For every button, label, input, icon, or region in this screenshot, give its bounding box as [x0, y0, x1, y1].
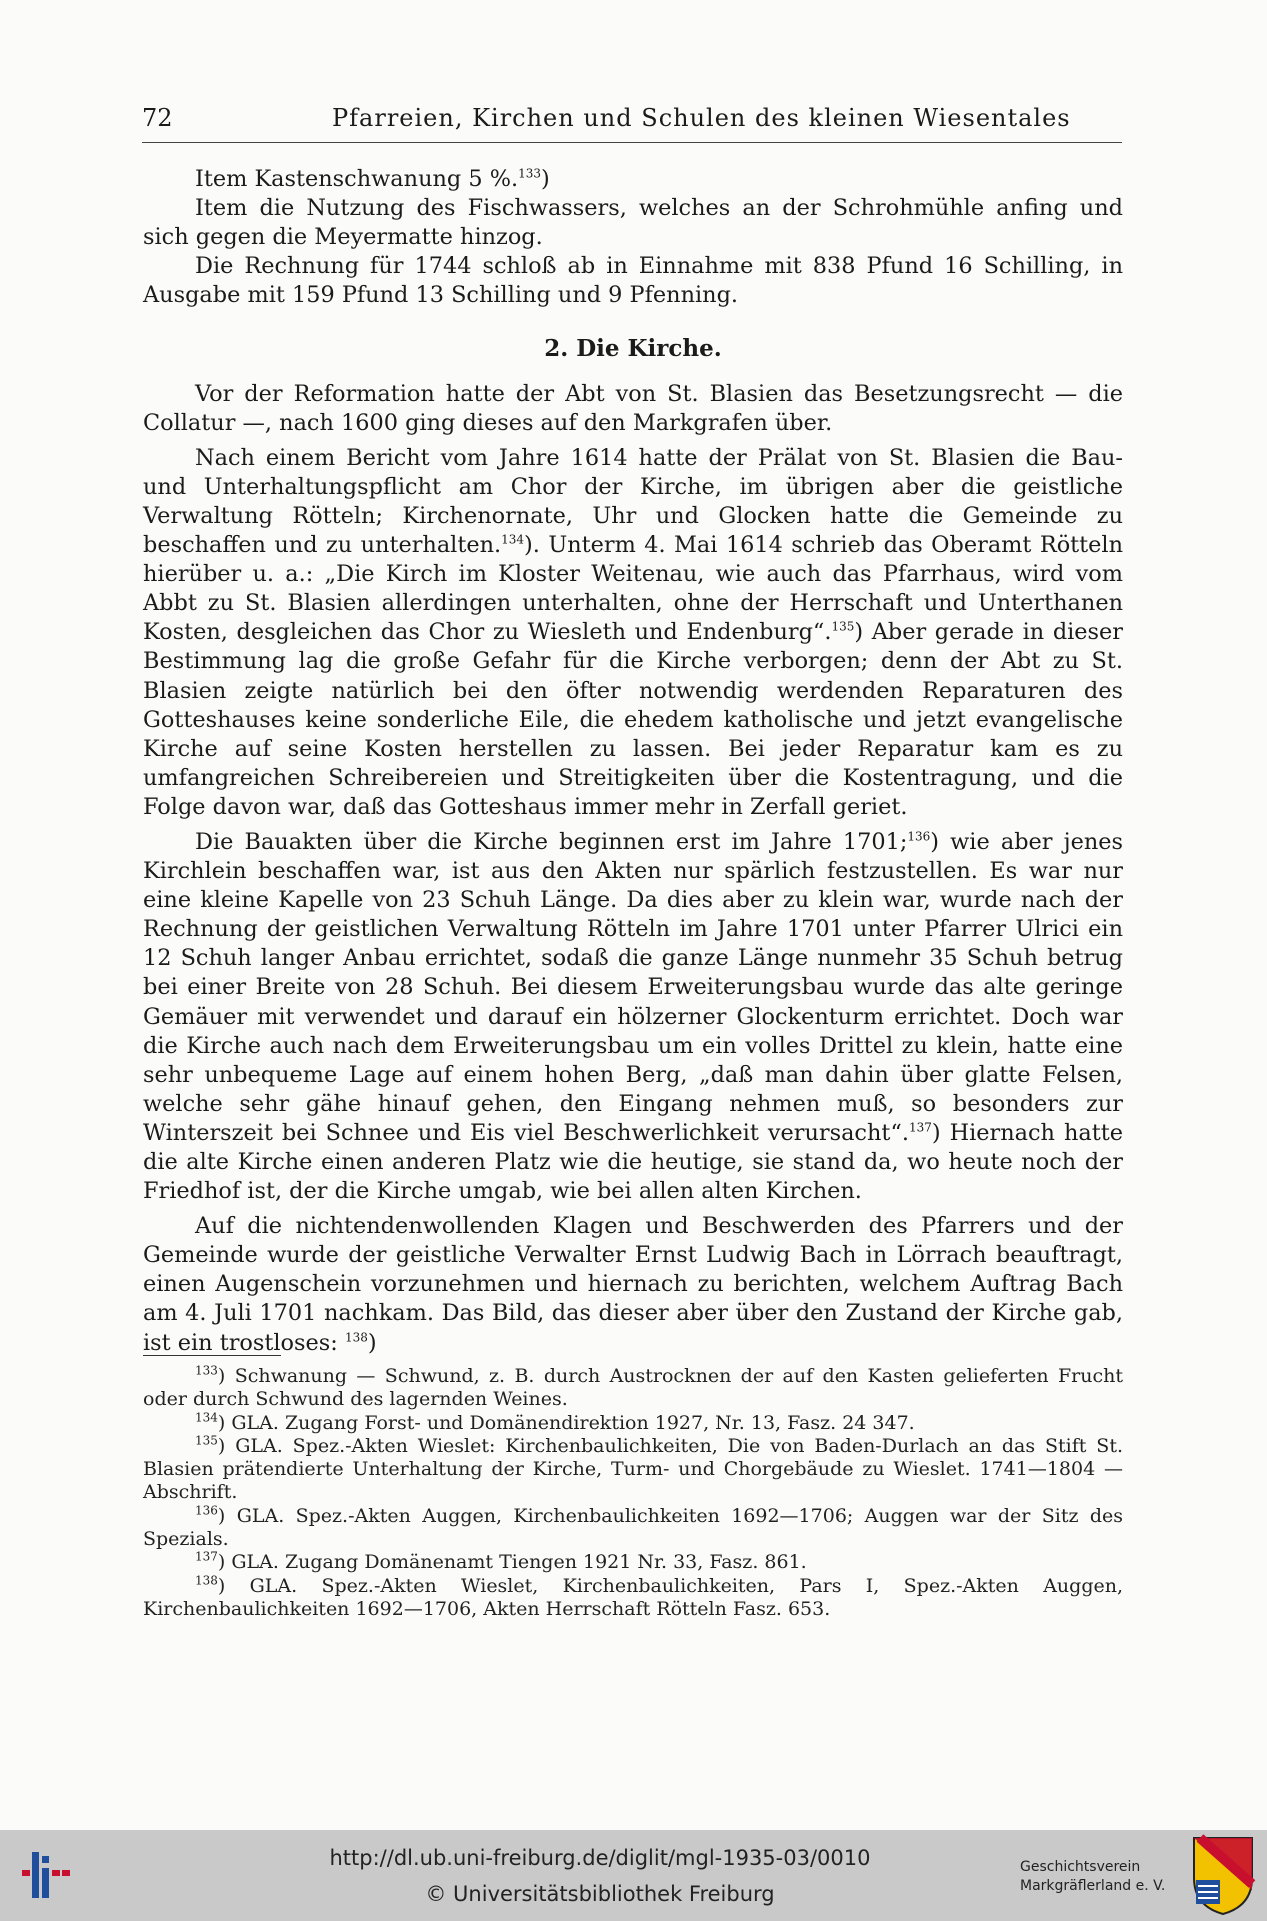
coat-of-arms-icon: [1190, 1834, 1256, 1918]
footnote-ref: 134: [501, 532, 525, 547]
running-title: Pfarreien, Kirchen und Schulen des kleinen Wiesentales: [332, 104, 1071, 132]
footnote-ref: 133: [518, 166, 542, 181]
paragraph: Die Bauakten über die Kirche beginnen erst im Jahre 1701;$^{136}$) wie aber jenes Kirchlein beschaffen war, ist aus den Akten nur spärlich festzustellen. Es war nur eine kleine Kapelle von 23 Schuh Länge. Da dies aber zu klein war, wurde nach der Rechnung der geistlichen Verwaltung Rötteln im Jahre 1701 unter Pfarrer Ulrici ein 12 Schuh langer Anbau errichtet, sodaß die ganze Länge nunmehr 35 Schuh betrug bei einer Breite von 28 Schuh. Bei diesem Erweiterungsbau wurde das alte geringe Gemäuer mit verwendet und darauf ein hölzerner Glockenturm errichtet. Doch war die Kirche auch nach dem Erweiterungsbau um ein volles Drittel zu klein, hatte eine sehr unbequeme Lage auf einem hohen Berg, „daß man dahin über glatte Felsen, welche sehr gähe hinauf gehen, den Eingang nehmen muß, so besonders zur Winterszeit bei Schnee und Eis viel Beschwerlichkeit verursacht“.$^{137}$) Hiernach hatte die alte Kirche einen anderen Platz wie die heutige, sie stand da, wo heute noch der Friedhof ist, der die Kirche umgab, wie bei allen alten Kirchen.: [143, 828, 1124, 1205]
page-url-link[interactable]: http://dl.ub.uni-freiburg.de/diglit/mgl-1935-03/0010: [329, 1846, 871, 1870]
footnote: $^{135}$) GLA. Spez.-Akten Wieslet: Kirchenbaulichkeiten, Die von Baden-Durlach an das Stift St. Blasien prätendierte Unterhaltung der Kirche, Turm- und Chorgebäude zu Wieslet. 1741—1804 — Abschrift.: [143, 1433, 1123, 1504]
footnote-ref: 136: [907, 829, 931, 844]
footnote: $^{136}$) GLA. Spez.-Akten Auggen, Kirchenbaulichkeiten 1692—1706; Auggen war der Sitz des Spezials.: [143, 1503, 1123, 1551]
paragraph: Item Kastenschwanung 5 %.$^{133}$): [195, 166, 550, 192]
footnote: $^{138}$) GLA. Spez.-Akten Wieslet, Kirchenbaulichkeiten, Pars I, Spez.-Akten Auggen, Kirchenbaulichkeiten 1692—1706, Akten Herrschaft Rötteln Fasz. 653.: [143, 1573, 1123, 1620]
page-header: [142, 104, 1122, 144]
footnote: $^{137}$) GLA. Zugang Domänenamt Tiengen 1921 Nr. 33, Fasz. 861.: [195, 1550, 807, 1574]
paragraph: Item die Nutzung des Fischwassers, welches an der Schrohmühle anfing und sich gegen die Meyermatte hinzog.: [143, 195, 1123, 251]
ub-freiburg-logo-icon[interactable]: [18, 1842, 78, 1902]
footnote: $^{133}$) Schwanung — Schwund, z. B. durch Austrocknen der auf den Kasten gelieferten Frucht oder durch Schwund des lagernden Weines.: [143, 1363, 1123, 1411]
copyright-text: © Universitätsbibliothek Freiburg: [425, 1882, 775, 1906]
header-rule: [142, 142, 1122, 143]
footer-bar: [0, 1830, 1267, 1921]
paragraph: Auf die nichtendenwollenden Klagen und Beschwerden des Pfarrers und der Gemeinde wurde der geistliche Verwalter Ernst Ludwig Bach in Lörrach beauftragt, einen Augenschein vorzunehmen und hiernach zu berichten, welchem Auftrag Bach am 4. Juli 1701 nachkam. Das Bild, das dieser aber über den Zustand der Kirche gab, ist ein trostloses: $^{138}$): [143, 1213, 1123, 1356]
footnote-ref: 138: [344, 1330, 368, 1345]
main-text: [143, 165, 1123, 1358]
footnote-ref: 137: [908, 1120, 932, 1135]
section-heading: 2. Die Kirche.: [544, 335, 722, 363]
page-number: 72: [142, 104, 173, 132]
footnote-ref: 135: [831, 619, 855, 634]
paragraph: Die Rechnung für 1744 schloß ab in Einnahme mit 838 Pfund 16 Schilling, in Ausgabe mit 159 Pfund 13 Schilling und 9 Pfenning.: [143, 253, 1123, 309]
footnote-separator: [143, 1355, 281, 1356]
footnote: $^{134}$) GLA. Zugang Forst- und Domänendirektion 1927, Nr. 13, Fasz. 24 347.: [195, 1410, 915, 1434]
paragraph: Vor der Reformation hatte der Abt von St. Blasien das Besetzungsrecht — die Collatur —, nach 1600 ging dieses auf den Markgrafen über.: [143, 380, 1123, 436]
paragraph: Nach einem Bericht vom Jahre 1614 hatte der Prälat von St. Blasien die Bau- und Unterhaltungspflicht am Chor der Kirche, im übrigen aber die geistliche Verwaltung Rötteln; Kirchenornate, Uhr und Glocken hatte die Gemeinde zu beschaffen und zu unterhalten.$^{134}$). Unterm 4. Mai 1614 schrieb das Oberamt Rötteln hierüber u. a.: „Die Kirch im Kloster Weitenau, wie auch das Pfarrhaus, wird vom Abbt zu St. Blasien allerdingen unterhalten, ohne der Herrschaft und Unterthanen Kosten, desgleichen das Chor zu Wiesleth und Endenburg“.$^{135}$) Aber gerade in dieser Bestimmung lag die große Gefahr für die Kirche verborgen; denn der Abt zu St. Blasien zeigte natürlich bei den öfter notwendig werdenden Reparaturen des Gotteshauses keine sonderliche Eile, die ehedem katholische und jetzt evangelische Kirche auf seine Kosten herstellen zu lassen. Bei jeder Reparatur kam es zu umfangreichen Schreibereien und Streitigkeiten über die Kostentragung, und die Folge davon war, daß das Gotteshaus immer mehr in Zerfall geriet.: [143, 444, 1124, 820]
society-name: Geschichtsverein Markgräflerland e. V.: [1020, 1859, 1166, 1894]
footnotes: [143, 1365, 1123, 1621]
